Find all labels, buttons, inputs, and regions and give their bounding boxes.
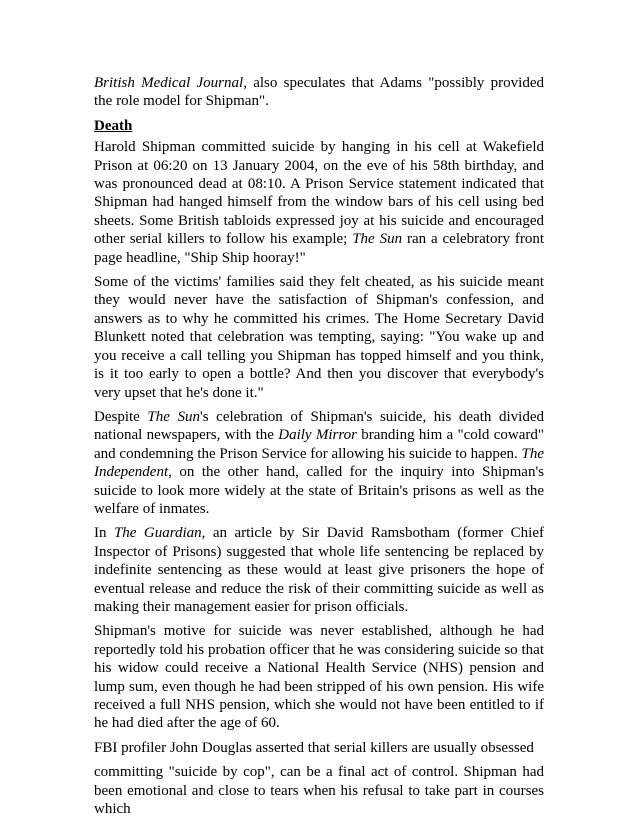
paragraph-1-newspaper: The Sun: [352, 231, 403, 248]
p4-a: In: [94, 525, 114, 542]
intro-text: , also speculates that Adams "possibly provided the role model for Shipman".: [94, 75, 544, 110]
p3-newspaper-independent: The Independent: [94, 445, 544, 481]
p3-e: branding him a "cold coward" and condemning the Prison Service for allowing his suicide to happen.: [94, 427, 544, 462]
paragraph-6: FBI profiler John Douglas asserted that serial killers are usually obsessed: [94, 739, 534, 756]
paragraph-2: Some of the victims' families said they felt cheated, as his suicide meant they would never have the satisfaction of Shipman's confession, and answers as to why he committed his crimes. The Home Secretary David Blunkett noted that celebration was tempting, saying: "You wake up and you receive a call telling you Shipman has topped himself and you think, is it too early to open a bottle? And then you discover that everybody's very upset that he's done it.": [94, 274, 544, 401]
document-page: [94, 74, 544, 824]
p3-g: , on the other hand, called for the inquiry into Shipman's suicide to look more widely at the state of Britain's prisons as well as the welfare of inmates.: [94, 464, 544, 517]
section-heading-death: Death: [94, 117, 133, 134]
paragraph-1: [94, 138, 544, 267]
paragraph-1-text: Harold Shipman committed suicide by hanging in his cell at Wakefield Prison at 06:20 on 13 January 2004, on the eve of his 58th birthday, and was pronounced dead at 08:10. A Prison Service statement indicated that Shipman had hanged himself from the window bars of his cell using bed sheets. Some British tabloids expressed joy at his suicide and encouraged other serial killers to follow his example;: [94, 139, 544, 248]
p3-c: 's celebration of Shipman's suicide, his death divided national newspapers, with the: [94, 408, 544, 444]
paragraph-7: committing "suicide by cop", can be a final act of control. Shipman had been emotional and close to tears when his refusal to take part in courses which: [94, 764, 544, 818]
p3-newspaper-sun: The Sun: [147, 408, 201, 425]
p4-c: , an article by Sir David Ramsbotham (former Chief Inspector of Prisons) suggested that whole life sentencing be replaced by indefinite sentencing as these would at least give prisoners the hope of eventual release and reduce the risk of their committing suicide as well as making their management easier for prison officials.: [94, 525, 544, 615]
paragraph-4: [94, 524, 544, 616]
paragraph-3: [94, 408, 544, 518]
paragraph-5: Shipman's motive for suicide was never established, although he had reportedly told his probation officer that he was considering suicide so that his widow could receive a National Health Service (NHS) pension and lump sum, even though he had been stripped of his own pension. His wife received a full NHS pension, which she would not have been entitled to if he had died after the age of 60.: [94, 623, 544, 732]
intro-paragraph: [94, 74, 544, 111]
p4-newspaper-guardian: The Guardian: [113, 525, 202, 542]
p3-newspaper-mirror: Daily Mirror: [278, 427, 357, 444]
journal-title: British Medical Journal: [94, 75, 244, 91]
paragraph-1-end: ran a celebratory front page headline, "Ship Ship hooray!": [94, 231, 545, 266]
p3-a: Despite: [94, 408, 148, 425]
